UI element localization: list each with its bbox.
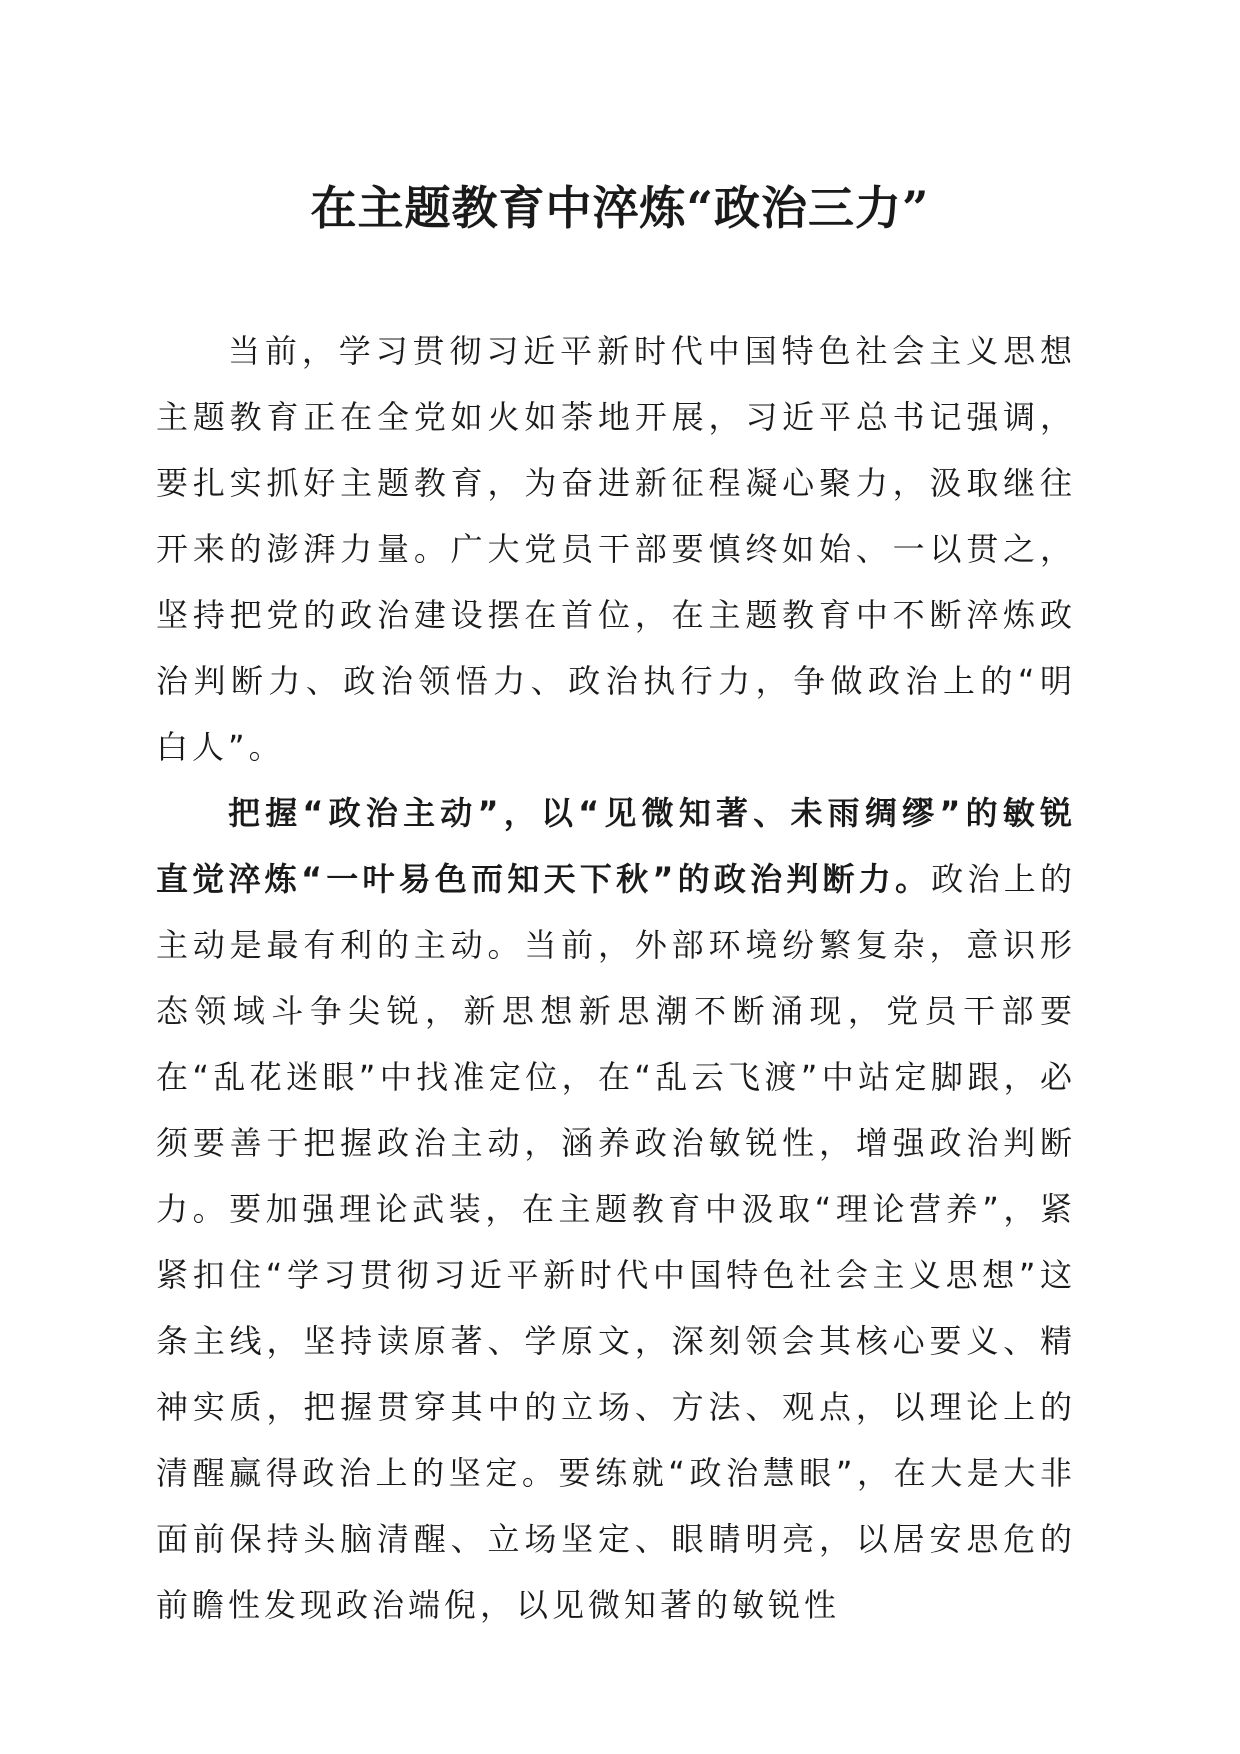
paragraph-text: 当前，学习贯彻习近平新时代中国特色社会主义思想主题教育正在全党如火如荼地开展，习近平总书记强调，要扎实抓好主题教育，为奋进新征程凝心聚力，汲取继往开来的澎湃力量。广大党员干部要慎终如始、一以贯之，坚持把党的政治建设摆在首位，在主题教育中不断淬炼政治判断力、政治领悟力、政治执行力，争做政治上的“明白人”。 [156, 332, 1076, 766]
paragraph-text: 政治上的主动是最有利的主动。当前，外部环境纷繁复杂，意识形态领域斗争尖锐，新思想新思潮不断涌现，党员干部要在“乱花迷眼”中找准定位，在“乱云飞渡”中站定脚跟，必须要善于把握政治主动，涵养政治敏锐性，增强政治判断力。要加强理论武装，在主题教育中汲取“理论营养”，紧紧扣住“学习贯彻习近平新时代中国特色社会主义思想”这条主线，坚持读原著、学原文，深刻领会其核心要义、精神实质，把握贯穿其中的立场、方法、观点，以理论上的清醒赢得政治上的坚定。要练就“政治慧眼”，在大是大非面前保持头脑清醒、立场坚定、眼睛明亮，以居安思危的前瞻性发现政治端倪，以见微知著的敏锐性 [156, 860, 1076, 1624]
paragraph-intro [156, 318, 1076, 780]
document-body [156, 318, 1076, 1638]
paragraph-lead: 把握“政治主动”，以“见微知著、未雨绸缪”的敏锐直觉淬炼“一叶易色而知天下秋”的政治判断力。 [156, 794, 1076, 898]
document-title: 在主题教育中淬炼“政治三力” [310, 181, 930, 235]
paragraph-political-judgment [156, 780, 1076, 1638]
